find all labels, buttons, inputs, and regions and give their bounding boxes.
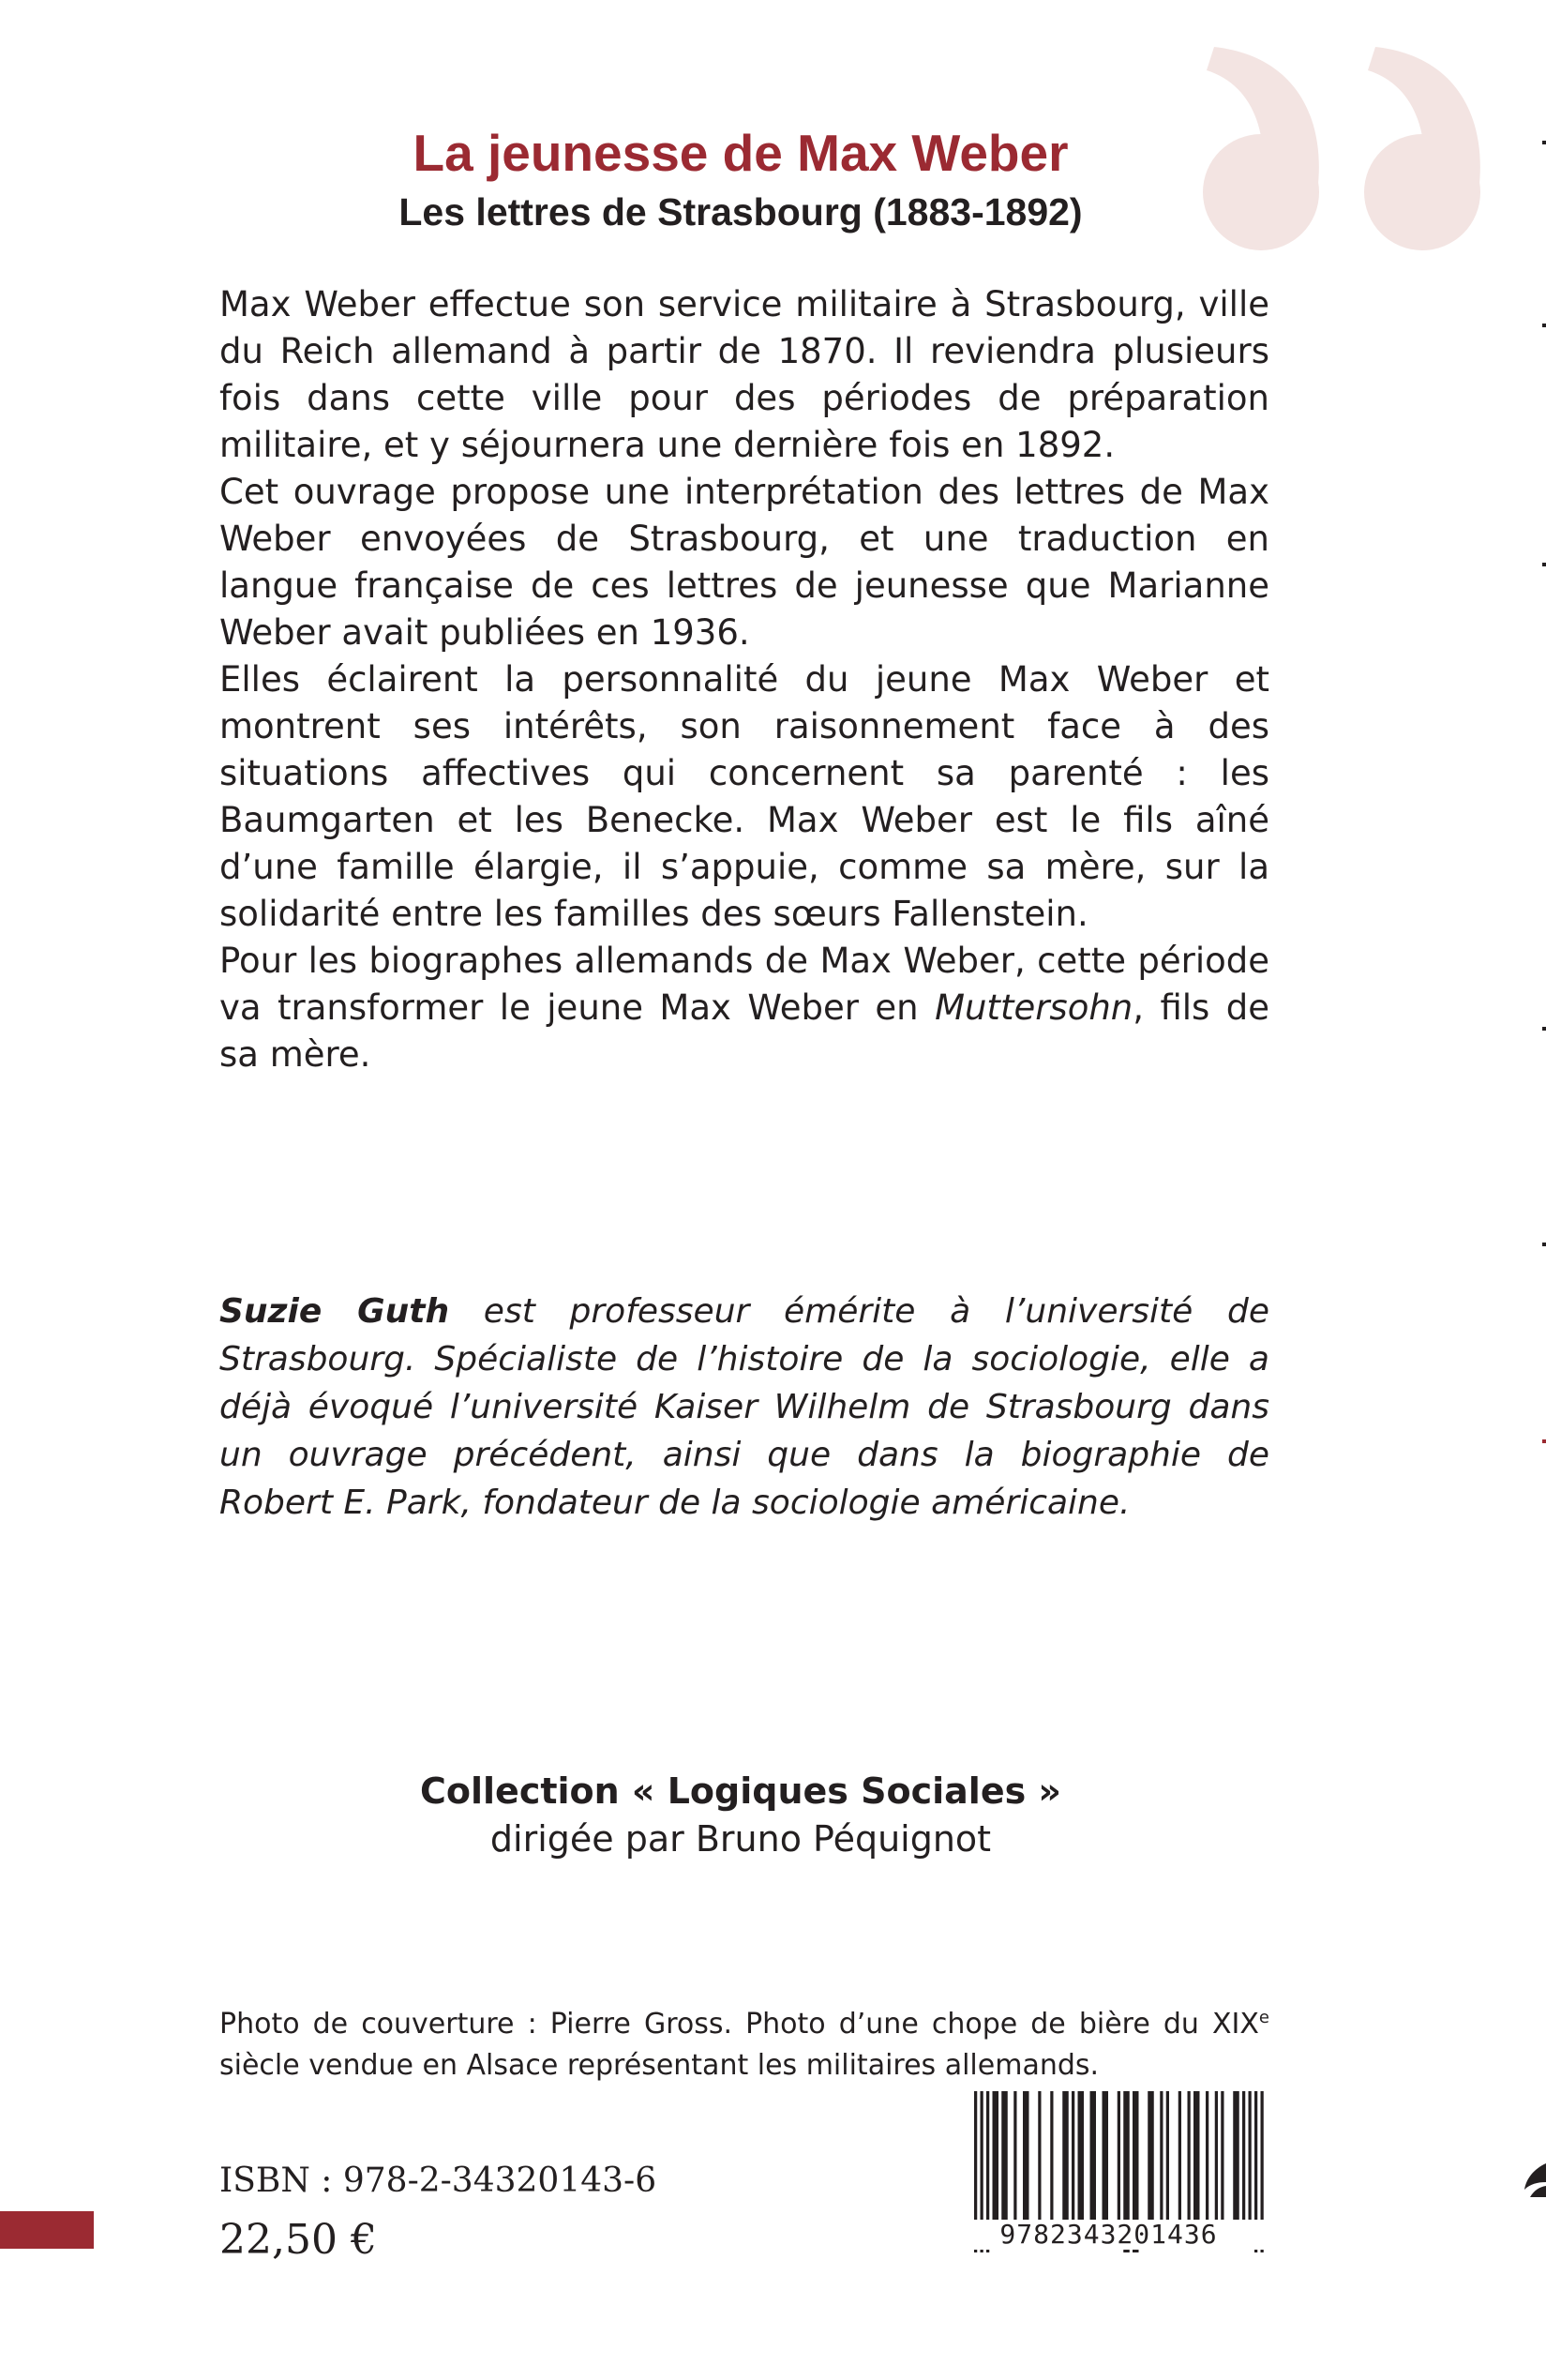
collection-title: Collection « Logiques Sociales »	[420, 1770, 1061, 1812]
book-summary	[219, 281, 1269, 1078]
author-name: Suzie Guth	[219, 1292, 450, 1331]
summary-paragraph: Cet ouvrage propose une interprétation des lettres de Max Weber envoyées de Strasbourg, et une traduction en langue française de ces lettres de jeunesse que Marianne Weber avait publiées en 1936.	[219, 472, 1269, 653]
book-subtitle: Les lettres de Strasbourg (1883-1892)	[398, 190, 1083, 233]
edge-mark	[1542, 324, 1546, 327]
summary-paragraph: Max Weber effectue son service militaire à Strasbourg, ville du Reich allemand à partir de 1870. Il reviendra plusieurs fois dans cette ville pour des périodes de préparation militaire, et y séjournera une dernière fois en 1892.	[219, 284, 1269, 465]
accent-bar	[0, 2211, 94, 2249]
edge-mark	[1542, 1243, 1546, 1246]
summary-text: , fils de sa mère.	[219, 987, 1269, 1075]
edge-mark	[1542, 1027, 1546, 1031]
barcode-number: 9782343201436	[947, 2220, 1270, 2250]
collection-info	[0, 1767, 1481, 1862]
collection-director: dirigée par Bruno Péquignot	[489, 1818, 992, 1860]
photo-credit-text: Photo de couverture : Pierre Gross. Photo d’une chope de bière du XIX	[219, 2008, 1259, 2041]
summary-paragraph: Elles éclairent la personnalité du jeune Max Weber et montrent ses intérêts, son raisonnement face à des situations affectives qui concernent sa parenté : les Baumgarten et les Benecke. Max Weber est le fils aîné d’une famille élargie, il s’appuie, comme sa mère, sur la solidarité entre les familles des sœurs Fallenstein.	[219, 659, 1269, 934]
author-bio	[219, 1288, 1269, 1527]
publisher-edge-mark-icon	[1521, 2162, 1546, 2199]
summary-paragraph-last	[219, 938, 1269, 1078]
summary-emphasis: Muttersohn	[935, 987, 1133, 1028]
edge-mark	[1542, 563, 1546, 566]
photo-credit	[219, 1997, 1269, 2086]
summary-text: Pour les biographes allemands de Max Weber, cette période va transformer le jeune Max Weber en	[219, 941, 1269, 1028]
edge-mark	[1542, 141, 1546, 144]
edge-mark	[1542, 1439, 1546, 1443]
photo-credit-superscript: e	[1258, 2008, 1269, 2027]
price: 22,50 €	[219, 2216, 377, 2264]
author-bio-text: est professeur émérite à l’université de Strasbourg. Spécialiste de l’histoire de la sociologie, elle a déjà évoqué l’université Kaiser Wilhelm de Strasbourg dans un ouvrage précédent, ainsi que dans la biographie de Robert E. Park, fondateur de la sociologie américaine.	[219, 1292, 1269, 1522]
photo-credit-text: siècle vendue en Alsace représentant les militaires allemands.	[219, 2049, 1100, 2082]
isbn: ISBN : 978-2-34320143-6	[219, 2162, 657, 2200]
book-title: La jeunesse de Max Weber	[413, 124, 1069, 182]
cover-header	[0, 120, 1481, 238]
